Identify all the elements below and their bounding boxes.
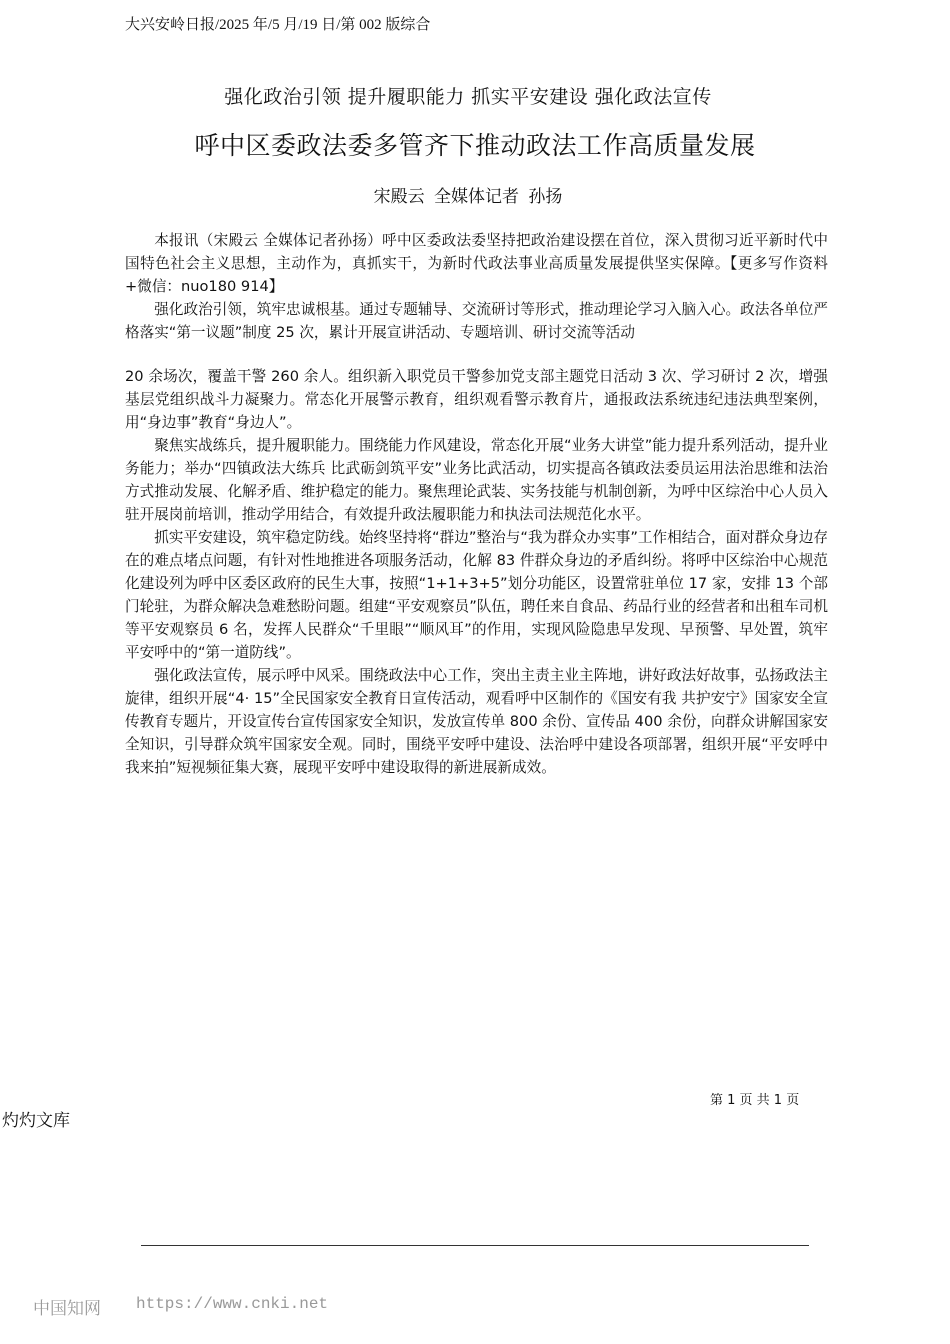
newspaper-source: 大兴安岭日报/2025 年/5 月/19 日/第 002 版综合 [125, 17, 431, 33]
article-byline: 宋殿云 全媒体记者 孙扬 [373, 187, 563, 207]
body-paragraph-continued: 20 余场次，覆盖干警 260 余人。组织新入职党员干警参加党支部主题党日活动 3 次、学习研讨 2 次，增强基层党组织战斗力凝聚力。常态化开展警示教育，组织观看警示教育片，通报政法系统违纪违法典型案例，用“身边事”教育“身边人”。 [125, 368, 828, 431]
body-paragraph: 本报讯（宋殿云 全媒体记者孙扬）呼中区委政法委坚持把政治建设摆在首位，深入贯彻习近平新时代中国特色社会主义思想，主动作为，真抓实干，为新时代政法事业高质量发展提供坚实保障。【更多写作资料+微信：nuo180 914】 [125, 232, 828, 295]
body-paragraph: 强化政法宣传，展示呼中风采。围绕政法中心工作，突出主责主业主阵地，讲好政法好故事，弘扬政法主旋律，组织开展“4· 15”全民国家安全教育日宣传活动，观看呼中区制作的《国安有我 共护安宁》国家安全宣传教育专题片，开设宣传台宣传国家安全知识，发放宣传单 800 余份、宣传品 400 余份，向群众讲解国家安全知识，引导群众筑牢国家安全观。同时，围绕平安呼中建设、法治呼中建设各项部署，组织开展“平安呼中我来拍”短视频征集大赛，展现平安呼中建设取得的新进展新成效。 [125, 667, 828, 776]
footer-divider [141, 1245, 809, 1246]
body-paragraph: 抓实平安建设，筑牢稳定防线。始终坚持将“群边”整治与“我为群众办实事”工作相结合，面对群众身边存在的难点堵点问题，有针对性地推进各项服务活动，化解 83 件群众身边的矛盾纠纷。将呼中区综治中心规范化建设列为呼中区委区政府的民生大事，按照“1+1+3+5”划分功能区，设置常驻单位 17 家，安排 13 个部门轮驻，为群众解决急难愁盼问题。组建“平安观察员”队伍，聘任来自食品、药品行业的经营者和出租车司机等平安观察员 6 名，发挥人民群众“千里眼”“顺风耳”的作用，实现风险隐患早发现、早预警、早处置，筑牢平安呼中的“第一道防线”。 [125, 529, 828, 661]
page-number: 第 1 页 共 1 页 [710, 1093, 800, 1108]
article-body-part-1 [125, 229, 828, 344]
article-headline: 呼中区委政法委多管齐下推动政法工作高质量发展 [194, 131, 756, 160]
body-paragraph: 聚焦实战练兵，提升履职能力。围绕能力作风建设，常态化开展“业务大讲堂”能力提升系列活动，提升业务能力；举办“四镇政法大练兵 比武砺剑筑平安”业务比武活动，切实提高各镇政法委员运用法治思维和法治方式推动发展、化解矛盾、维护稳定的能力。聚焦理论武装、实务技能与机制创新，为呼中区综治中心人员入驻开展岗前培训，推动学用结合，有效提升政法履职能力和执法司法规范化水平。 [125, 437, 828, 523]
body-paragraph: 强化政治引领，筑牢忠诚根基。通过专题辅导、交流研讨等形式，推动理论学习入脑入心。政法各单位严格落实“第一议题”制度 25 次，累计开展宣讲活动、专题培训、研讨交流等活动 [125, 301, 828, 341]
watermark-text: 灼灼文库 [2, 1111, 70, 1131]
article-subheadline: 强化政治引领 提升履职能力 抓实平安建设 强化政法宣传 [224, 86, 712, 108]
article-body-part-2 [125, 365, 828, 779]
footer-cnki-label: 中国知网 [33, 1299, 101, 1318]
footer-url-link[interactable]: https://www.cnki.net [136, 1295, 329, 1313]
